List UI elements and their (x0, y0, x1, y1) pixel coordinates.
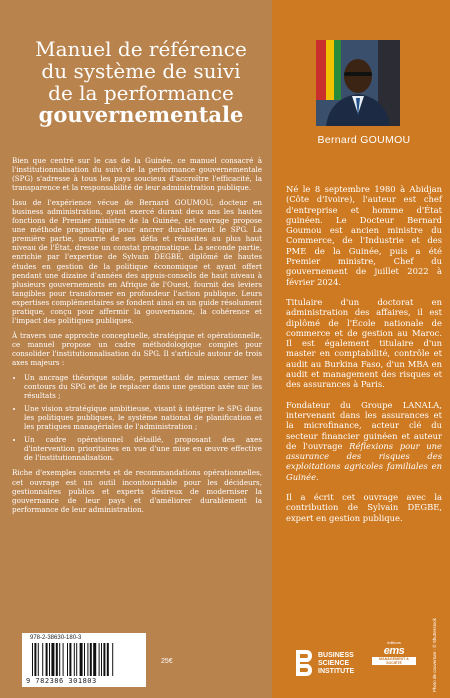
book-reference: Réflexions pour une assurance des risques des exploitations agricoles familiales en Guinée (286, 440, 443, 482)
axis-item: • Une vision stratégique ambitieuse, visant à intégrer le SPG dans les politiques publiques, le système national de planification et les pratiques managériales de l'administration ; (24, 404, 262, 431)
ems-subtitle: MANAGEMENT & SOCIÉTÉ (372, 657, 416, 665)
book-title (18, 38, 264, 126)
author-photo (316, 40, 400, 126)
barcode-icon (30, 643, 140, 681)
bio-paragraph-4: Il a écrit cet ouvrage avec la contribution de Sylvain DEGBE, expert en gestion publique. (286, 492, 442, 523)
publisher-name (318, 652, 354, 676)
author-name: Bernard GOUMOU (317, 134, 411, 146)
synopsis (12, 156, 262, 520)
bio-text: Fondateur du Groupe LANALA, intervenant dans les assurances et la microfinance, acteur clé du secteur financier guinéen et auteur de l'ouvrage (286, 399, 442, 451)
photo-credit: Photo de couverture : © Shutterstock (432, 618, 437, 692)
publisher-line-3: INSTITUTE (318, 668, 355, 675)
barcode-number: 9 782386 301803 (26, 677, 97, 685)
ems-wordmark: ems (383, 645, 405, 657)
axis-item: • Un ancrage théorique solide, permettant de mieux cerner les contours du SPG et de le replacer dans une gestion axée sur les résultats ; (24, 373, 262, 400)
title-line-2: du système de suivi (41, 59, 241, 83)
synopsis-paragraph-3: À travers une approche conceptuelle, stratégique et opérationnelle, ce manuel propose un cadre méthodologique complet pour consolider l'institutionnalisation du SPG. Il s'articule autour de trois axes majeurs : (12, 330, 262, 367)
bsi-logo-icon (292, 648, 314, 678)
synopsis-paragraph-2: Issu de l'expérience vécue de Bernard GOUMOU, docteur en business administration, ayant exercé durant deux ans les hautes fonctions de Premier ministre de la Guinée, cet ouvrage propose une méthode pragmatique pour ancrer durablement le SPG. La première partie, nourrie de ses défis et réussites au plus haut niveau de l'État, dresse un constat pragmatique. La seconde partie, enrichie par l'expertise de Sylvain DEGBE, diplômé de hautes études en gestion de la politique économique et ayant offert pendant une dizaine d'années des appuis-conseils de haut niveau à plusieurs gouvernements en Afrique de l'Ouest, fournit des leviers tangibles pour transformer en profondeur l'action publique. Leurs expertises complémentaires se fondent ainsi en un guide résolument pratique, conçu pour affermir la gouvernance, la cohérence et l'impact des politiques publiques. (12, 198, 262, 325)
author-bio (286, 184, 442, 533)
synopsis-paragraph-1: Bien que centré sur le cas de la Guinée, ce manuel consacré à l'institutionnalisation du suivi de la performance gouvernementale (SPG) s'adresse à tous les pays soucieux d'accroître l'efficacité, la transparence et la responsabilité de leur administration publique. (12, 156, 262, 193)
ems-logo (372, 640, 416, 665)
price: 25€ (161, 658, 173, 665)
bio-paragraph-3 (286, 400, 442, 482)
bio-text-end: . (316, 471, 319, 482)
title-line-3: de la performance (48, 81, 234, 105)
axes-list (12, 373, 262, 462)
bio-paragraph-1: Né le 8 septembre 1980 à Abidjan (Côte d'Ivoire), l'auteur est chef d'entreprise et homme d'État guinéen. Le Docteur Bernard Goumou est ancien ministre du Commerce, de l'Industrie et des PME de la Guinée, puis a été Premier ministre, Chef du gouvernement de juillet 2022 à février 2024. (286, 184, 442, 287)
publisher-line-1: BUSINESS (318, 652, 354, 659)
editions-label: éditions (387, 640, 401, 645)
synopsis-paragraph-4: Riche d'exemples concrets et de recommandations opérationnelles, cet ouvrage est un outil incontournable pour les décideurs, gestionnaires publics et experts désireux de moderniser la gouvernance de leur pays et d'améliorer durablement la performance de leur administration. (12, 468, 262, 514)
title-line-1: Manuel de référence (35, 37, 247, 61)
axis-item: • Un cadre opérationnel détaillé, proposant des axes d'intervention prioritaires en vue d'une mise en œuvre effective de l'institutionnalisation. (24, 435, 262, 462)
bio-paragraph-2: Titulaire d'un doctorat en administration des affaires, il est diplômé de l'École nationale de commerce et de gestion au Maroc. Il est également titulaire d'un master en comptabilité, contrôle et audit au Burkina Faso, d'un MBA en audit et management des risques et des assurances à Paris. (286, 296, 442, 390)
isbn: 978-2-38630-180-3 (30, 635, 82, 641)
title-line-4: gouvernementale (38, 102, 244, 127)
publisher-line-2: SCIENCE (318, 660, 350, 667)
